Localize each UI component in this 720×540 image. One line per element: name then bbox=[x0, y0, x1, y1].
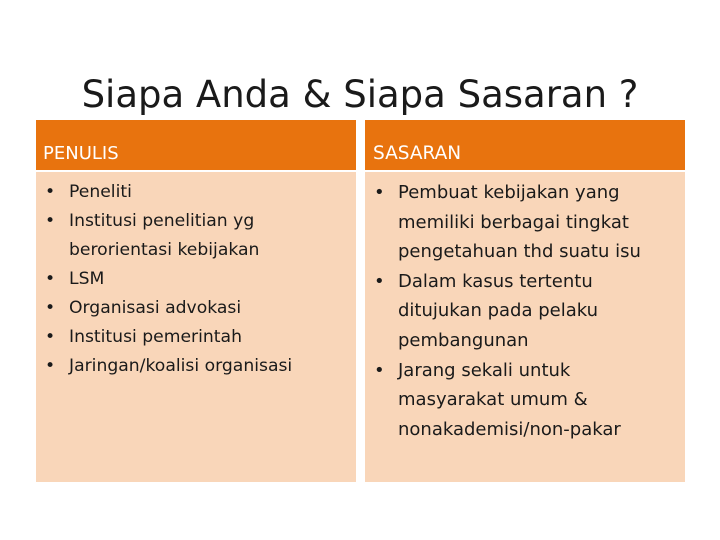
list-item: • Jarang sekali untuk masyarakat umum & nonakademisi/non-pakar bbox=[371, 356, 677, 445]
list-item: • Pembuat kebijakan yang memiliki berbagai tingkat pengetahuan thd suatu isu bbox=[371, 178, 677, 267]
list-item: • Institusi penelitian yg berorientasi kebijakan bbox=[42, 207, 348, 265]
penulis-list bbox=[42, 178, 348, 381]
list-item: • Jaringan/koalisi organisasi bbox=[42, 352, 348, 381]
sasaran-header: SASARAN bbox=[365, 120, 685, 170]
list-item: • Institusi pemerintah bbox=[42, 323, 348, 352]
penulis-header: PENULIS bbox=[36, 120, 356, 170]
sasaran-list bbox=[371, 178, 677, 444]
penulis-body bbox=[36, 172, 356, 482]
list-item: • Organisasi advokasi bbox=[42, 294, 348, 323]
sasaran-column bbox=[365, 120, 685, 482]
slide-title: Siapa Anda & Siapa Sasaran ? bbox=[81, 72, 639, 116]
penulis-column bbox=[36, 120, 356, 482]
sasaran-body bbox=[365, 172, 685, 482]
list-item: • LSM bbox=[42, 265, 348, 294]
list-item: • Dalam kasus tertentu ditujukan pada pelaku pembangunan bbox=[371, 267, 677, 356]
list-item: • Peneliti bbox=[42, 178, 348, 207]
